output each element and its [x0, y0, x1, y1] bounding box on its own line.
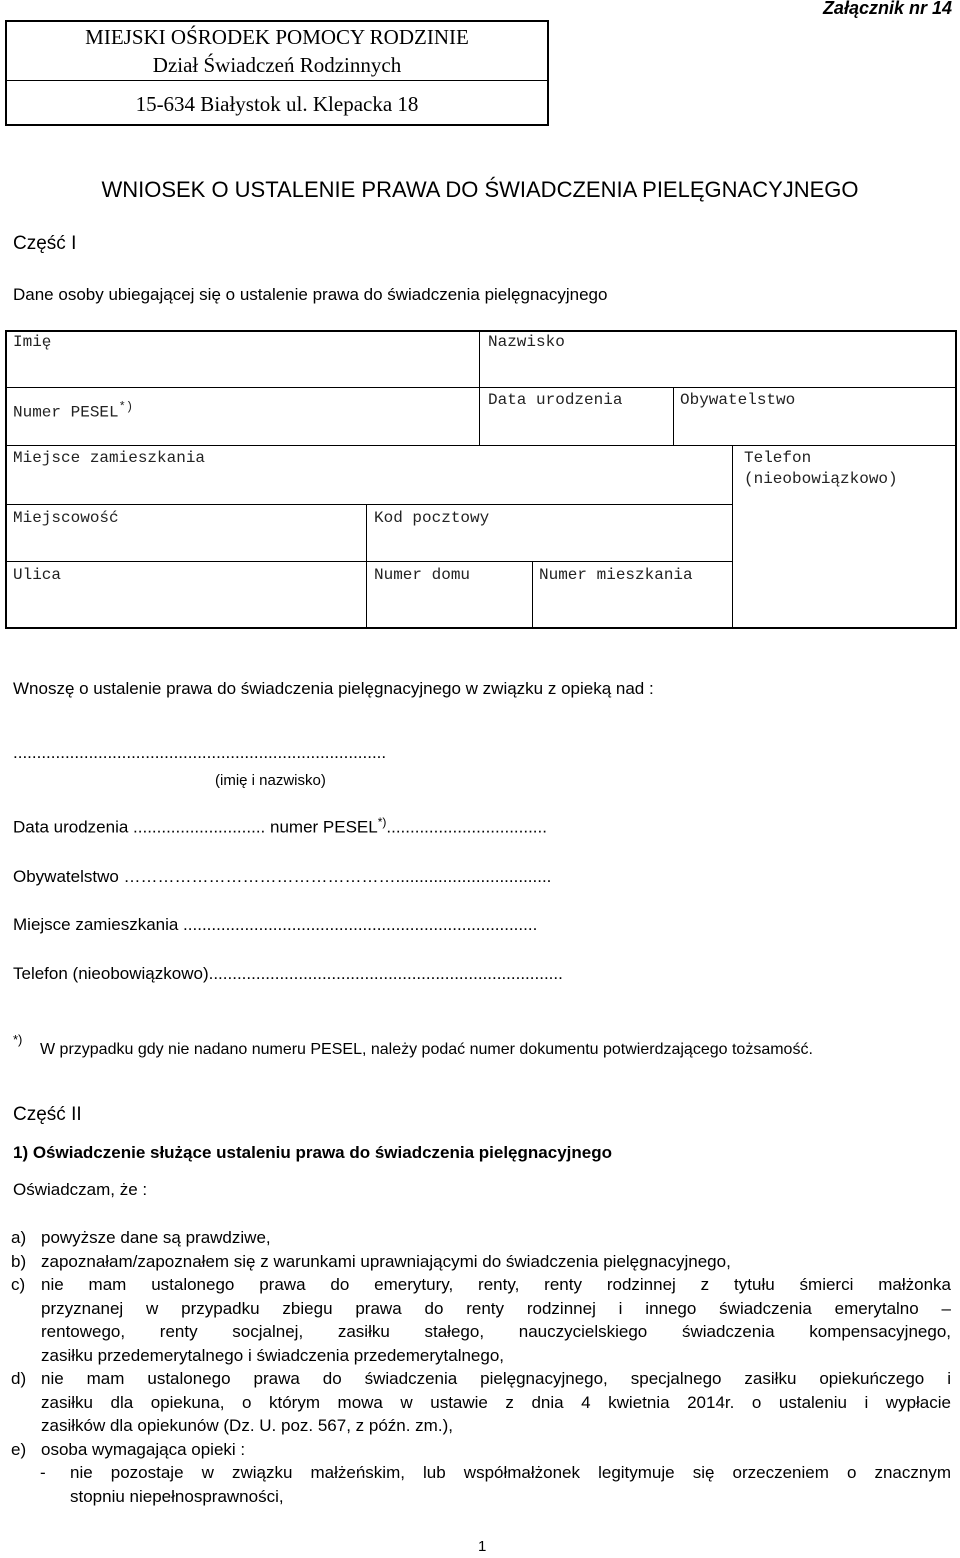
field-street[interactable]: Ulica [13, 566, 62, 584]
declaration-item: e) osoba wymagająca opieki : [11, 1439, 246, 1459]
dependent-name-line[interactable]: ............................................................................... [13, 743, 387, 762]
field-citizenship[interactable]: Obywatelstwo [680, 391, 796, 409]
field-postal-code[interactable]: Kod pocztowy [374, 509, 490, 527]
dependent-birth-pesel-line[interactable]: Data urodzenia ............................ numer PESEL*).................................. [13, 815, 547, 837]
field-house-number[interactable]: Numer domu [374, 566, 471, 584]
field-birth-date[interactable]: Data urodzenia [488, 391, 623, 409]
field-first-name[interactable]: Imię [13, 333, 52, 351]
field-phone-label[interactable]: Telefon [744, 449, 812, 467]
field-residence: Miejsce zamieszkania [13, 449, 206, 467]
dependent-residence-line[interactable]: Miejsce zamieszkania ........................................................................... [13, 915, 538, 934]
field-last-name[interactable]: Nazwisko [488, 333, 565, 351]
declaration-item: c) nie mam ustalonego prawa do emerytury, renty, renty rodzinnej z tytułu śmierci małżonka przyznanej w przypadku zbiegu prawa do renty rodzinnej i innego świadczenia emerytalno – rentowego, renty socjalnej, zasiłku stałego, nauczycielskiego świadczenia kompensacyjnego, zasiłku przedemerytalnego i świadczenia przedemerytalnego, [11, 1275, 951, 1365]
office-address: 15-634 Białystok ul. Klepacka 18 [135, 92, 419, 116]
declaration-item: b) zapoznałam/zapoznałem się z warunkami uprawniającymi do świadczenia pielęgnacyjnego, [11, 1251, 731, 1271]
part1-heading: Część I [13, 233, 77, 254]
field-apartment-number[interactable]: Numer mieszkania [539, 566, 693, 584]
section1-heading: 1) Oświadczenie służące ustaleniu prawa do świadczenia pielęgnacyjnego [13, 1143, 612, 1162]
request-text: Wnoszę o ustalenie prawa do świadczenia pielęgnacyjnego w związku z opieką nad : [13, 679, 654, 698]
footnote-mark: *) [13, 1032, 23, 1047]
office-header-box [5, 20, 549, 126]
dependent-name-caption: (imię i nazwisko) [215, 772, 326, 789]
footnote-text: W przypadku gdy nie nadano numeru PESEL, należy podać numer dokumentu potwierdzającego tożsamość. [40, 1041, 813, 1058]
pesel-footnote-mark: *) [118, 400, 134, 414]
office-department: Dział Świadczeń Rodzinnych [152, 53, 402, 77]
birth-footnote-mark: *) [377, 815, 387, 829]
page-number: 1 [478, 1538, 487, 1555]
attachment-label: Załącznik nr 14 [822, 0, 952, 18]
part1-subheading: Dane osoby ubiegającej się o ustalenie prawa do świadczenia pielęgnacyjnego [13, 285, 608, 304]
declare-text: Oświadczam, że : [13, 1180, 148, 1199]
declaration-subitem: - nie pozostaje w związku małżeńskim, lub współmałżonek legitymuje się orzeczeniem o znacznym stopniu niepełnosprawności, [40, 1463, 951, 1506]
dependent-phone-line[interactable]: Telefon (nieobowiązkowo)........................................................................... [13, 964, 563, 983]
field-pesel[interactable]: Numer PESEL*) [13, 400, 134, 422]
field-phone-optional: (nieobowiązkowo) [744, 470, 898, 488]
dependent-citizenship-line[interactable]: Obywatelstwo …………………………………………................................. [13, 867, 552, 886]
field-city[interactable]: Miejscowość [13, 509, 119, 527]
office-name: MIEJSKI OŚRODEK POMOCY RODZINIE [85, 25, 469, 49]
declarations-list [0, 1226, 960, 1508]
document-title: WNIOSEK O USTALENIE PRAWA DO ŚWIADCZENIA PIELĘGNACYJNEGO [101, 177, 859, 202]
declaration-item: a) powyższe dane są prawdziwe, [11, 1228, 271, 1247]
part2-heading: Część II [13, 1104, 82, 1125]
declaration-item: d) nie mam ustalonego prawa do świadczenia pielęgnacyjnego, specjalnego zasiłku opiekuńczego i zasiłku dla opiekuna, o którym mowa w ustawie z dnia 4 kwietnia 2014r. o ustaleniu i wypłacie zasiłków dla opiekunów (Dz. U. poz. 567, z późn. zm.), [11, 1369, 951, 1435]
